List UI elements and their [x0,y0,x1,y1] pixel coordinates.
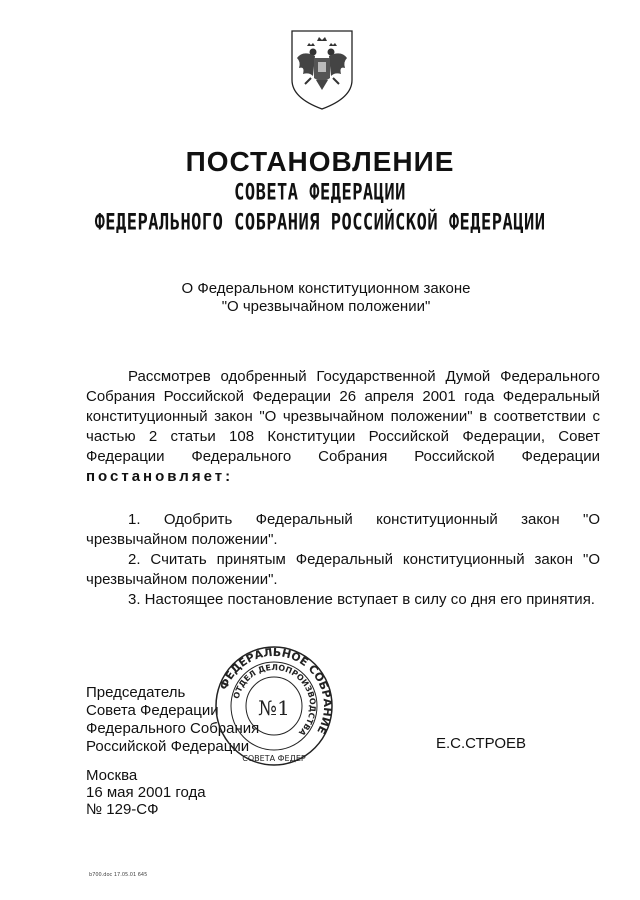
decree-item-1: 1. Одобрить Федеральный конституционный закон "О чрезвычайном положении". [86,511,600,548]
document-title: ПОСТАНОВЛЕНИЕ [185,146,455,177]
decree-item-2: 2. Считать принятым Федеральный конституционный закон "О чрезвычайном положении". [86,551,600,588]
decree-item-3: 3. Настоящее постановление вступает в силу со дня его принятия. [128,591,595,608]
official-seal-stamp [214,645,334,767]
stamp-outer-text: ФЕДЕРАЛЬНОЕ СОБРАНИЕ [217,645,334,737]
issuer-line-2: ФЕДЕРАЛЬНОГО СОБРАНИЯ РОССИЙСКОЙ ФЕДЕРАЦИИ [94,210,546,236]
subject-line-2: "О чрезвычайном положении" [221,298,431,315]
stamp-inner-text: ОТДЕЛ ДЕЛОПРОИЗВОДСТВА [231,662,318,738]
position-line: Федерального Собрания [86,720,260,737]
issue-date: 16 мая 2001 года [86,784,206,801]
place-and-date [86,767,206,818]
issuer-line-1: СОВЕТА ФЕДЕРАЦИИ [234,180,406,206]
position-line: Российской Федерации [86,738,250,755]
stamp-bottom-text: СОВЕТА ФЕДЕР [242,754,306,763]
decree-word: постановляет: [86,468,234,485]
subject-line-1: О Федеральном конституционном законе [181,280,471,297]
preamble-text: Рассмотрев одобренный Государственной Думой Федерального Собрания Российской Федерации 26 апреля 2001 года Федеральный конституционный закон "О чрезвычайном положении" в соответствии с частью 2 статьи 108 Конституции Российской Федерации, Совет Федерации Федерального Собрания Российской Федерации [86,368,600,465]
document-number: № 129-СФ [86,801,159,818]
file-footer: b700.doc 17.05.01 645 [89,872,148,878]
signatory-name: Е.С.СТРОЕВ [436,735,527,752]
document-subject [0,280,640,316]
russian-coat-of-arms-icon [289,28,355,112]
position-line: Председатель [86,684,186,701]
city: Москва [86,767,138,784]
position-line: Совета Федерации [86,702,219,719]
preamble-paragraph [86,367,600,487]
stamp-number: №1 [258,696,290,720]
